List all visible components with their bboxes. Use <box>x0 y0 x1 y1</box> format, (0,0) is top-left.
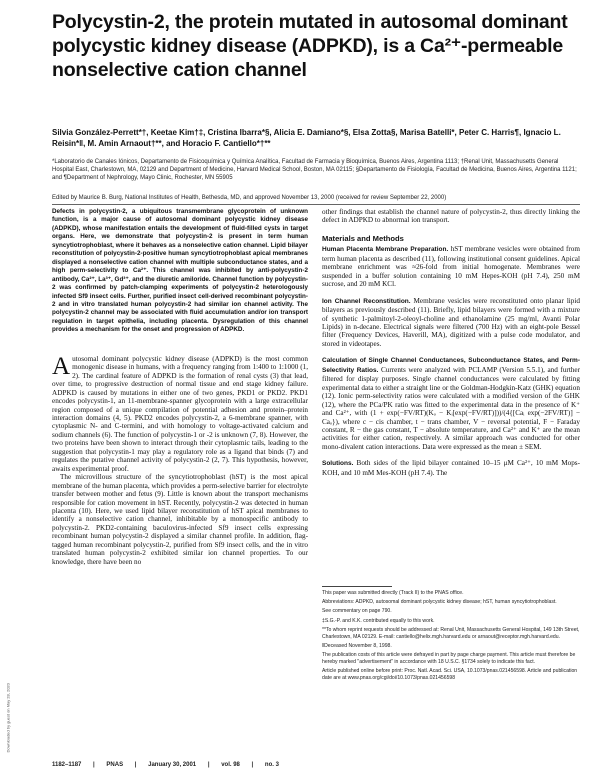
right-column <box>322 208 580 477</box>
abstract: Defects in polycystin-2, a ubiquitous transmembrane glycoprotein of unknown function, is a major cause of autosomal dominant polycystic kidney disease (ADPKD), whose manifestation entails the development of fluid-filled cysts in target organs. Here, we demonstrate that polycystin-2 is present in term human syncytiotrophoblast, where it behaves as a nonselective cation channel. Lipid bilayer reconstitution of polycystin-2-positive human syncytiotrophoblast apical membranes displayed a nonselective cation channel with multiple subconductance states, and a high perm-selectivity to Ca²⁺. This channel was inhibited by anti-polycystin-2 antibody, Ca²⁺, La³⁺, Gd³⁺, and the diuretic amiloride. Channel function by polycystin-2 was confirmed by patch-clamping experiments of polycystin-2 heterologously infected Sf9 insect cells. Further, purified insect cell-derived recombinant polycystin-2 and in vitro translated human polycystin-2 had similar ion channel activity. The polycystin-2 channel may be associated with fluid accumulation and/or ion transport regulation in target epithelia, including placenta. Dysregulation of this channel provides a mechanism for the onset and progression of ADPKD. <box>52 208 308 334</box>
footnote: **To whom reprint requests should be addressed at: Renal Unit, Massachusetts General Hospital, 149 13th Street, Charlestown, MA 02129. E-mail: cantiello@helix.mgh.harvard.edu or arnaout@receptor.mgh.harvard.edu. <box>322 626 580 640</box>
download-note-text: Downloaded by guest on May 28, 2020 <box>5 683 11 753</box>
continued-paragraph: other findings that establish the channel nature of polycystin-2, thus directly linking the defect in ADPKD to abnormal ion transport. <box>322 208 580 225</box>
footnote: ‖Deceased November 8, 1998. <box>322 642 392 649</box>
issue-date: January 30, 2001 <box>148 762 197 768</box>
journal-name: PNAS <box>106 762 124 768</box>
reconstitution-heading: Ion Channel Reconstitution. <box>322 297 411 305</box>
section-calculation <box>322 356 580 451</box>
footnote: This paper was submitted directly (Track II) to the PNAS office. <box>322 590 464 596</box>
footnote: The publication costs of this article were defrayed in part by page charge payment. This article must therefore be hereby marked "advertisement" in accordance with 18 U.S.C. §1734 solely to indicate this fact. <box>322 651 576 665</box>
section-solutions <box>322 459 580 477</box>
footnotes <box>322 590 580 684</box>
page-range: 1182–1187 <box>52 762 82 768</box>
affiliations: *Laboratorio de Canales Iónicos, Departamento de Fisicoquímica y Química Analítica, Facultad de Farmacia y Bioquímica, Buenos Aires, Argentina 1113; †Renal Unit, Massachusetts General Hospital East, Charlestown, MA, 02129 and Department of Medicine, Harvard Medical School, Boston, MA 02115; §Departamento de Fisiología, Facultad de Medicina, Buenos Aires, Argentina 1121; and ¶Department of Nephrology, Mayo Clinic, Rochester, MN 55905 <box>52 159 577 182</box>
edited-by-note: Edited by Maurice B. Burg, National Institutes of Health, Bethesda, MD, and approved November 13, 2000 (received for review September 22, 2000) <box>52 195 447 201</box>
intro-paragraph-1-text: utosomal dominant polycystic kidney disease (ADPKD) is the most common monogenic disease in humans, with a frequency ranging from 1:400 to 1:1000 (1, 2). The cardinal feature of ADPKD is the formation of renal cysts (3) that lead, over time, to progressive destruction of normal tissue and end stage kidney failure. ADPKD is caused by mutations in either one of two genes, PKD1 or PKD2. PKD1 encodes polycystin-1, an 11-membrane-spanner glycoprotein with a large extracellular region composed of a unique compilation of potential adhesion and protein–protein interaction domains (4, 5). PKD2 encodes polycystin-2, a 6-membrane spanner, with cytoplasmic N- and C-termini, and with homology to voltage-activated calcium and sodium channels (6). The function of polycystin-1 or -2 is unknown (7, 8). However, the two proteins have been shown to interact through their cytoplasmic tails, leading to the suggestion that polycystin-1 may play a regulatory role as a ligand that binds (7) and regulates the putative channel activity of polycystin-2 (2, 7). This hypothesis, however, awaits experimental proof. <box>52 354 308 473</box>
article-title: Polycystin-2, the protein mutated in autosomal dominant polycystic kidney disease (ADPKD), is a Ca²⁺-permeable nonselective cation channel <box>52 11 568 81</box>
introduction <box>52 352 308 566</box>
header-divider <box>52 204 580 205</box>
membrane-prep-heading: Human Placenta Membrane Preparation. <box>322 246 449 254</box>
footnote: See commentary on page 790. <box>322 608 392 615</box>
solutions-heading: Solutions. <box>322 460 354 468</box>
footer-separator: | <box>251 762 254 768</box>
footer-separator: | <box>207 762 210 768</box>
footnote-divider <box>322 586 392 587</box>
footer-separator: | <box>93 762 95 768</box>
footer-separator: | <box>134 762 137 768</box>
section-membrane-prep <box>322 245 580 288</box>
drop-cap: A <box>52 352 71 380</box>
reconstitution-text: Membrane vesicles were reconstituted onto planar lipid bilayers as previously described (11). Briefly, lipid bilayers were formed with a mixture of synthetic 1-palmitoyl-2-oleoyl-choline and ethanolamine (25 mg/ml, Avanti Polar Lipids) in n-decane. Electrical signals were filtered (700 Hz) with an eight-pole Bessel filter (Frequency Devices, Haverill, MA), digitized with a pulse code modulator, and stored in videotapes. <box>322 296 580 348</box>
author-list: Silvia González-Perrett*†, Keetae Kim†‡, Cristina Ibarra*§, Alicia E. Damiano*§, Elsa Zotta§, Marisa Batelli*, Peter C. Harris¶, Ignacio L. Reisin*‖, M. Amin Arnaout†**, and Horacio F. Cantiello*†** <box>52 128 561 148</box>
intro-paragraph-2: The microvillous structure of the syncytiotrophoblast (hST) is the most apical membrane of the human placenta, which provides a perm-selective barrier for electrolyte transfer between mother and fetus (9). Little is known about the transport mechanisms responsible for cation movement in hST. Recently, polycystin-2 was detected in human placenta (10). Here, we used lipid bilayer reconstitution of hST apical membranes to identify a nonselective cation channel, inhibitable by a monospecific antibody to polycystin-2. PKD2-containing baculovirus-infected Sf9 insect cells expressing recombinant human polycystin-2 displayed a similar channel profile. In addition, flag-tagged human recombinant polycystin-2, purified from Sf9 insect cells, and the in vitro translated human polycystin-2 exhibited similar ion channel properties. To our knowledge, there have been no <box>52 473 308 566</box>
footnote: ‡S.G.-P. and K.K. contributed equally to this work. <box>322 617 435 624</box>
volume: vol. 98 <box>221 762 240 768</box>
issue-number: no. 3 <box>264 762 279 768</box>
footnote: Abbreviations: ADPKD, autosomal dominant polycystic kidney disease; hST, human syncytiotrophoblast. <box>322 599 557 606</box>
intro-paragraph-1 <box>52 352 308 473</box>
solutions-text: Both sides of the lipid bilayer contained 10–15 μM Ca²⁺, 10 mM Mops-KOH, and 10 mM Mes-KOH (pH 7.4). The <box>322 459 580 477</box>
methods-heading: Materials and Methods <box>322 233 404 243</box>
page-footer <box>52 762 580 770</box>
left-column <box>52 208 308 566</box>
calculation-heading: Calculation of Single Channel Conductances, Subconductance States, and Perm-Selectivity Ratios. <box>322 357 580 374</box>
download-note <box>2 520 12 760</box>
footnote: Article published online before print: Proc. Natl. Acad. Sci. USA, 10.1073/pnas.021456598. Article and publication date are at www.pnas.org/cgi/doi/10.1073/pnas.021456598 <box>322 667 578 681</box>
calculation-text: Currents were analyzed with PCLAMP (Version 5.5.1), and further filtered for display purposes. Single channel conductances were calculated by fitting experimental data to either a straight line or the Goldman-Hodgkin-Katz (GHK) equation (12). Ionic perm-selectivity ratios were calculated with a modified version of the GHK (12), where the PCa/PK ratio was fitted to the experimental data in the presence of K⁺ and Ca²⁺, with (1 + exp(−FV/RT)(Kₒ − Kᵢ[exp(−FV/RT)]))/(4{[Caᵢ exp(−2FV/RT)] − Caₒ}), where c − cis chamber, t − trans chamber, V − reversal potential, F − Faraday constant, R − the gas constant, T − absolute temperature, and Ca²⁺ and K⁺ are the mean activities for either cation, respectively. A similar approach was conducted for other mono-divalent cation interactions. Data were expressed as the mean ± SEM. <box>322 365 580 451</box>
section-reconstitution <box>322 297 580 349</box>
membrane-prep-text: hST membrane vesicles were obtained from term human placenta as described (11), following institutional consent guidelines. Apical membrane enrichment was ≈26-fold from initial homogenate. Membranes were suspended in a buffer solution containing 10 mM Hepes-KOH (pH 7.4), 250 mM sucrose, and 20 mM KCl. <box>322 245 580 289</box>
